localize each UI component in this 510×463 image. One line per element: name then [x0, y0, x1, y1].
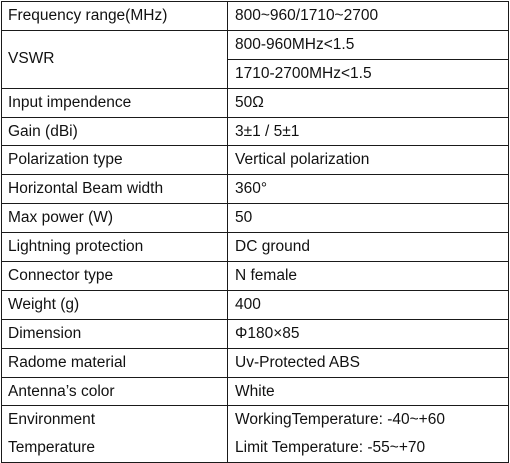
- spec-label: Frequency range(MHz): [2, 2, 228, 31]
- spec-label: Input impendence: [2, 88, 228, 117]
- table-row: [2, 175, 509, 204]
- spec-label: Horizontal Beam width: [2, 175, 228, 204]
- spec-label: Antenna’s color: [2, 377, 228, 406]
- spec-label: Lightning protection: [2, 233, 228, 262]
- table-row: [2, 88, 509, 117]
- spec-value: 50Ω: [228, 88, 509, 117]
- spec-value: 400: [228, 290, 509, 319]
- table-row: [2, 348, 509, 377]
- spec-value: 800-960MHz<1.5: [228, 30, 509, 59]
- spec-label: Temperature: [8, 439, 96, 457]
- spec-label: Connector type: [2, 262, 228, 291]
- spec-label: Environment: [8, 411, 96, 429]
- spec-value: White: [228, 377, 509, 406]
- table-row: [2, 319, 509, 348]
- spec-value-cell: [228, 406, 509, 463]
- spec-label: Dimension: [2, 319, 228, 348]
- spec-value: 360°: [228, 175, 509, 204]
- spec-label: Radome material: [2, 348, 228, 377]
- table-row: [2, 377, 509, 406]
- spec-value: Uv-Protected ABS: [228, 348, 509, 377]
- spec-value: WorkingTemperature: -40~+60: [235, 411, 445, 429]
- spec-label: VSWR: [2, 30, 228, 88]
- table-row: [2, 262, 509, 291]
- table-row: [2, 146, 509, 175]
- table-row: [2, 204, 509, 233]
- spec-value: DC ground: [228, 233, 509, 262]
- spec-label-cell: [2, 406, 228, 463]
- spec-label: Weight (g): [2, 290, 228, 319]
- spec-value: N female: [228, 262, 509, 291]
- antenna-spec-table: [1, 1, 509, 463]
- spec-value: 3±1 / 5±1: [228, 117, 509, 146]
- spec-value: Φ180×85: [228, 319, 509, 348]
- spec-label: Gain (dBi): [2, 117, 228, 146]
- table-row: [2, 2, 509, 31]
- spec-value: 50: [228, 204, 509, 233]
- table-row: [2, 117, 509, 146]
- spec-value: 1710-2700MHz<1.5: [228, 59, 509, 88]
- table-row: [2, 406, 509, 463]
- table-row: [2, 233, 509, 262]
- table-row: [2, 290, 509, 319]
- spec-value: Vertical polarization: [228, 146, 509, 175]
- spec-label: Max power (W): [2, 204, 228, 233]
- table-row: [2, 30, 509, 59]
- spec-value: 800~960/1710~2700: [228, 2, 509, 31]
- spec-label: Polarization type: [2, 146, 228, 175]
- spec-value: Limit Temperature: -55~+70: [235, 439, 426, 457]
